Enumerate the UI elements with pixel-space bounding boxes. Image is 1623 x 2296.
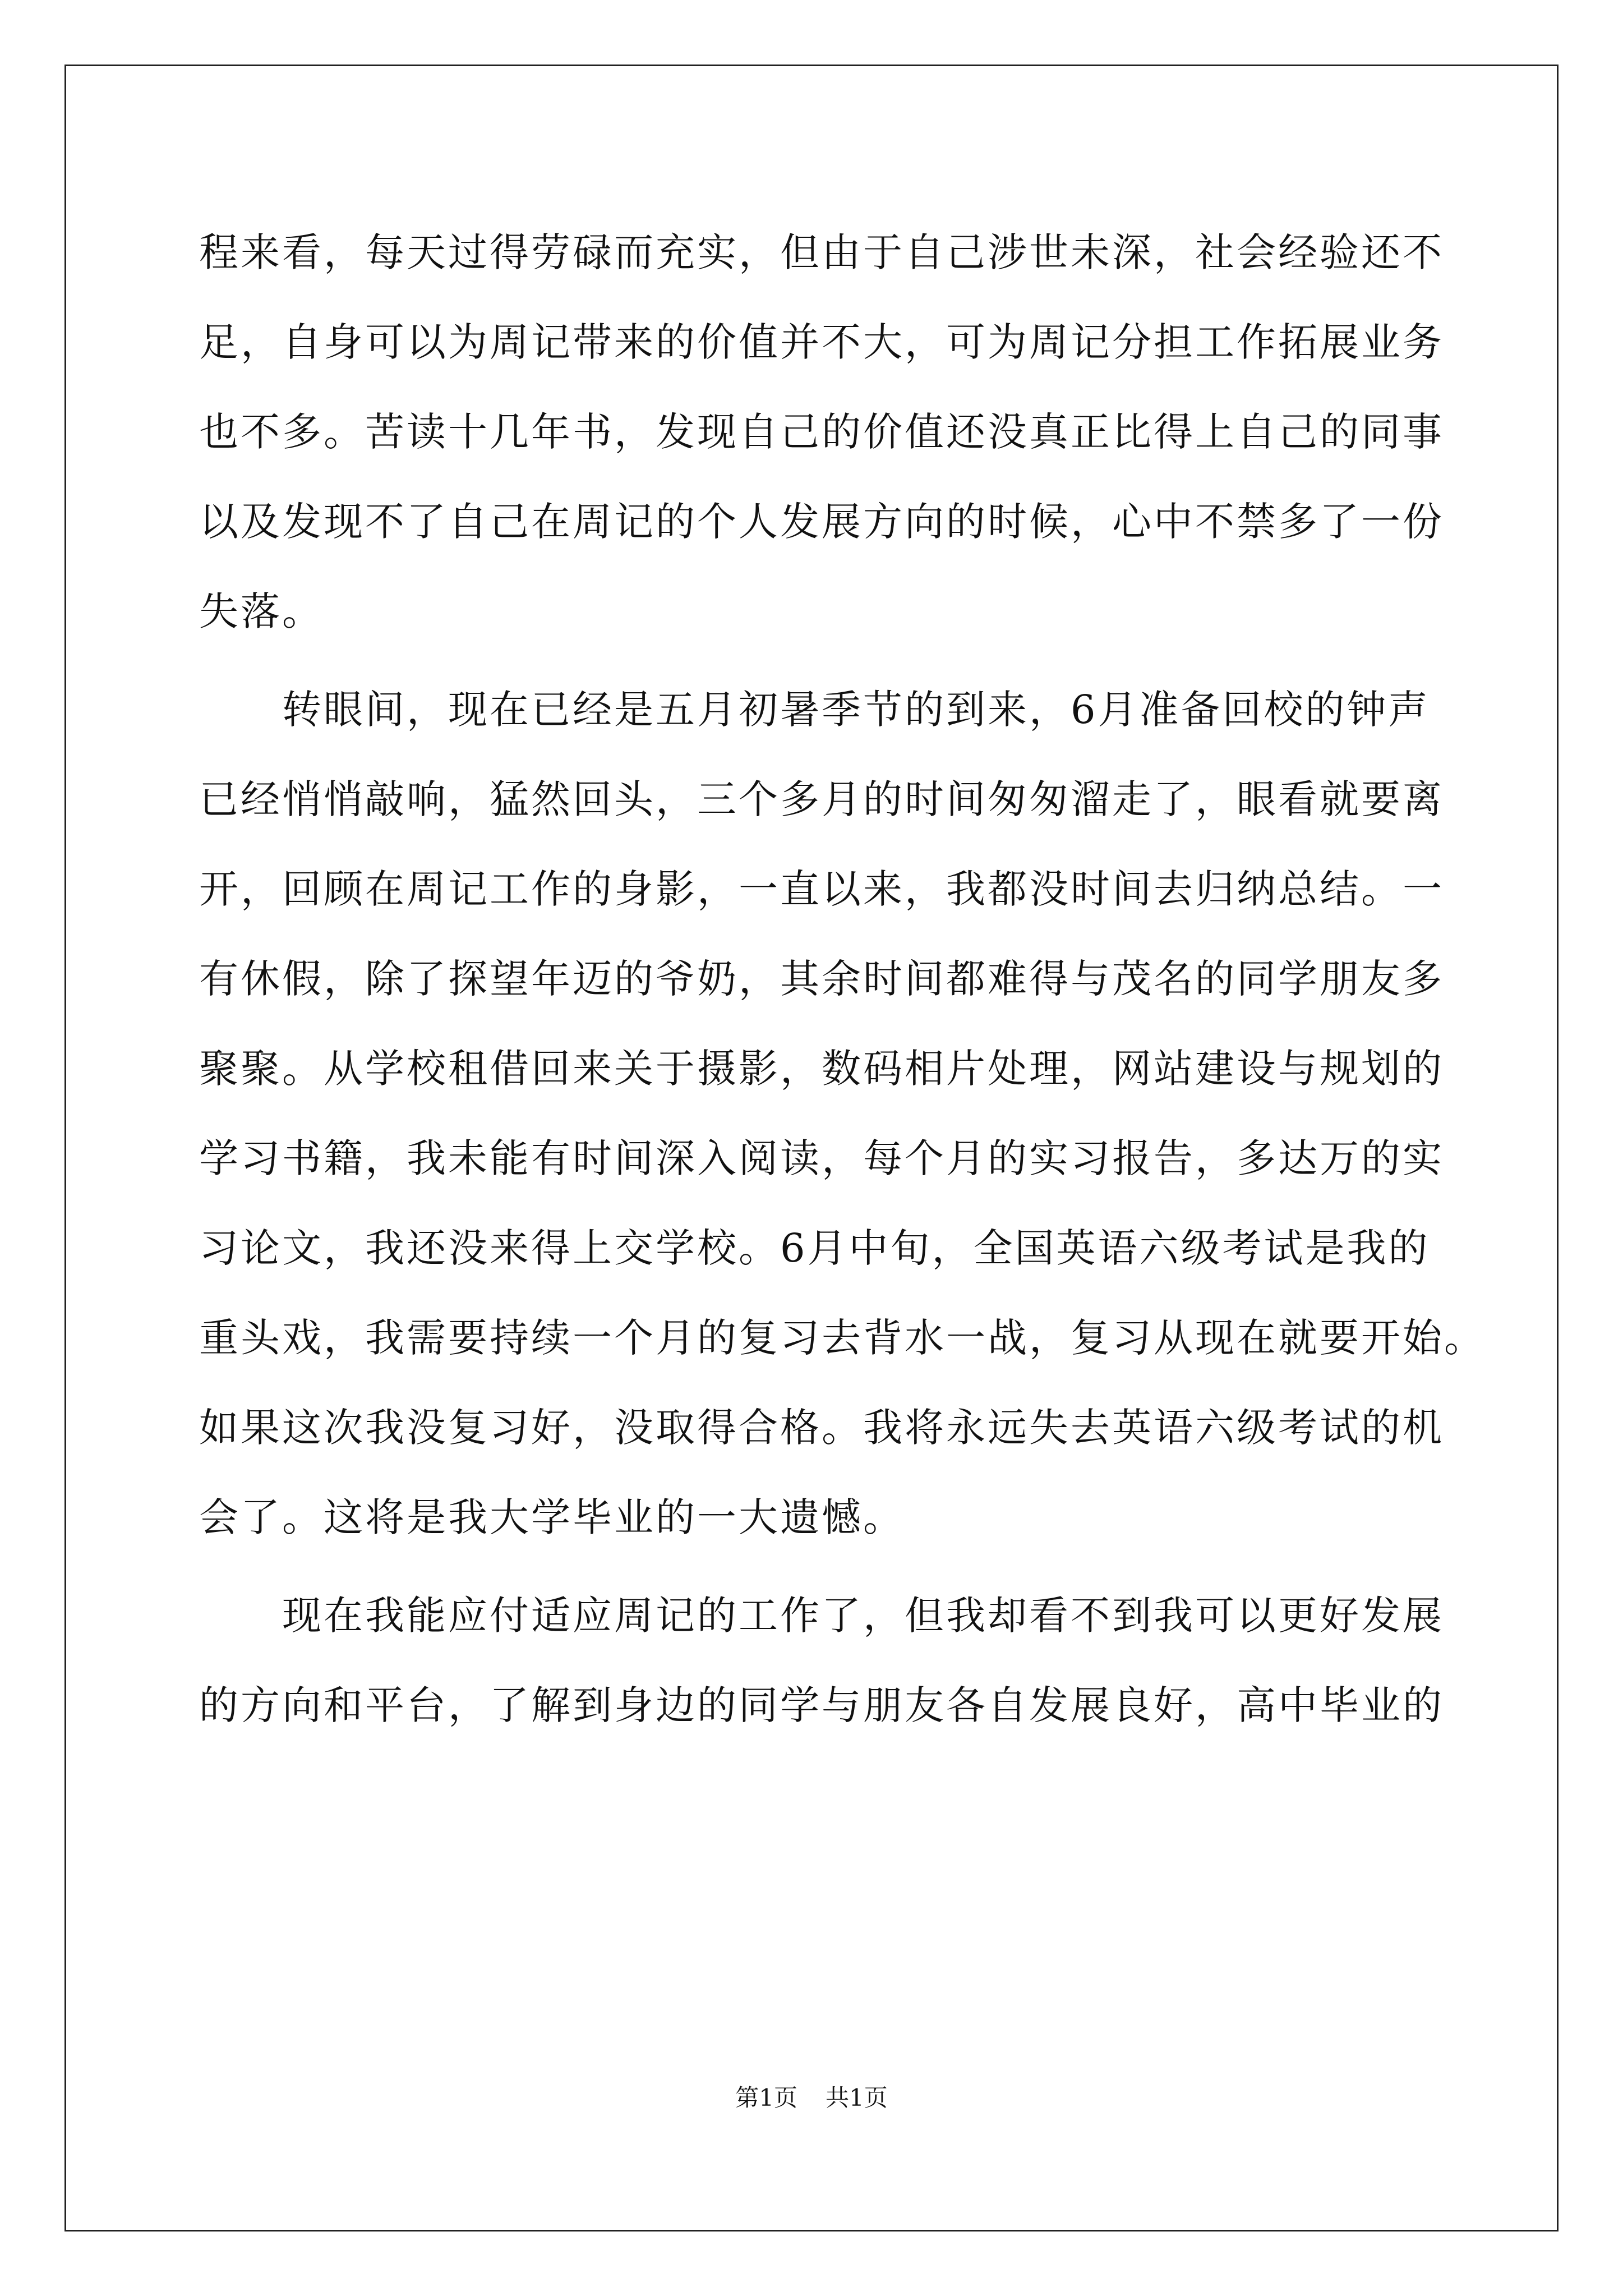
text-line: 习论文，我还没来得上交学校。6月中旬，全国英语六级考试是我的: [199, 1225, 1430, 1271]
text-line: 聚聚。从学校租借回来关于摄影，数码相片处理，网站建设与规划的: [199, 1046, 1444, 1092]
page-number: 第1页: [735, 2084, 797, 2111]
page-total: 共1页: [826, 2084, 888, 2111]
text-line: 足，自身可以为周记带来的价值并不大，可为周记分担工作拓展业务: [199, 319, 1444, 365]
paragraph-start-line: 现在我能应付适应周记的工作了，但我却看不到我可以更好发展: [282, 1593, 1444, 1639]
text-line: 的方向和平台，了解到身边的同学与朋友各自发展良好，高中毕业的: [199, 1682, 1444, 1728]
text-line: 以及发现不了自己在周记的个人发展方向的时候，心中不禁多了一份: [199, 499, 1444, 545]
page-footer: [0, 2081, 1623, 2115]
text-line: 程来看，每天过得劳碌而充实，但由于自己涉世未深，社会经验还不: [199, 229, 1444, 275]
text-line: 失落。: [199, 588, 324, 634]
text-line: 开，回顾在周记工作的身影，一直以来，我都没时间去归纳总结。一: [199, 866, 1444, 912]
text-line: 有休假，除了探望年迈的爷奶，其余时间都难得与茂名的同学朋友多: [199, 956, 1444, 1002]
text-line: 会了。这将是我大学毕业的一大遗憾。: [199, 1494, 905, 1540]
text-line: 学习书籍，我未能有时间深入阅读，每个月的实习报告，多达万的实: [199, 1135, 1444, 1181]
text-line: 如果这次我没复习好，没取得合格。我将永远失去英语六级考试的机: [199, 1405, 1444, 1451]
text-line: 也不多。苦读十几年书，发现自己的价值还没真正比得上自己的同事: [199, 409, 1444, 455]
text-line: 重头戏，我需要持续一个月的复习去背水一战，复习从现在就要开始。: [199, 1315, 1486, 1361]
paragraph-start-line: 转眼间，现在已经是五月初暑季节的到来，6月准备回校的钟声: [282, 687, 1430, 733]
text-line: 已经悄悄敲响，猛然回头，三个多月的时间匆匆溜走了，眼看就要离: [199, 776, 1444, 822]
